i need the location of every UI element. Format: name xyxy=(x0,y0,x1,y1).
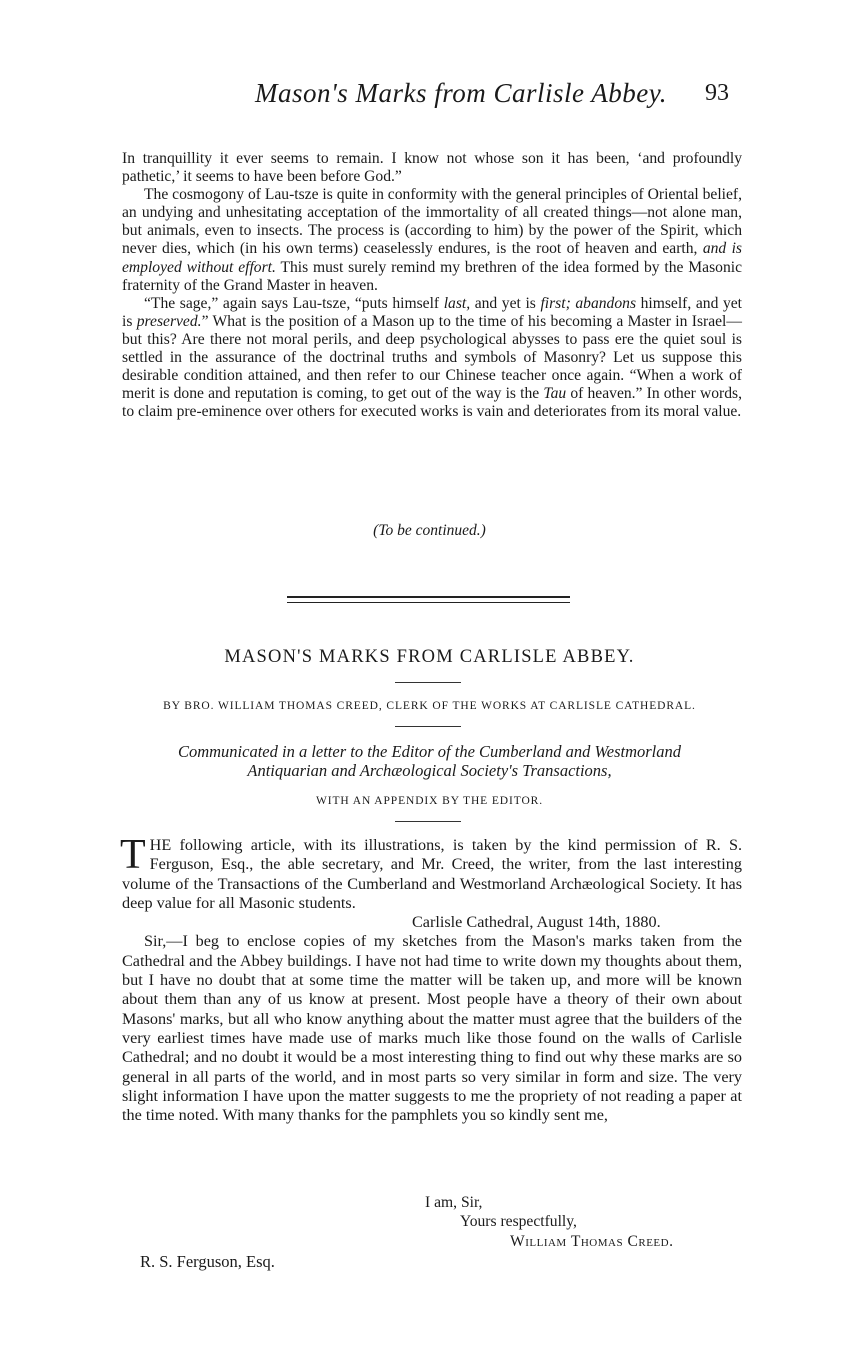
article-title: MASON'S MARKS FROM CARLISLE ABBEY. xyxy=(224,647,635,667)
communicated-note: Communicated in a letter to the Editor of the Cumberland and Westmorland Antiquarian and Archæological Society's Transactions, xyxy=(177,742,682,780)
short-rule xyxy=(395,682,461,683)
section-divider-thick xyxy=(287,596,570,598)
signature: William Thomas Creed. xyxy=(510,1233,674,1250)
closing-line: Yours respectfully, xyxy=(460,1213,577,1230)
addressee: R. S. Ferguson, Esq. xyxy=(140,1252,275,1271)
paragraph: The cosmogony of Lau-tsze is quite in conformity with the general principles of Oriental belief, an undying and unhesitating acceptation of the immortality of all created things—not alone man, but animals, even to insects. The process is (according to him) by the power of the Spirit, which never dies, which (in his own terms) ceaselessly endures, is the root of heaven and earth, and is employed without effort. This must surely remind my brethren of the idea formed by the Masonic fraternity of the Grand Master in heaven. xyxy=(122,186,743,294)
letter-body: Sir,—I beg to enclose copies of my sketches from the Mason's marks taken from the Cathedral and the Abbey buildings. I have not had time to write down my thoughts about them, but I have no doubt that at some time the matter will be taken up, and more will be known about them than any of us know at present. Most people have a theory of their own about Masons' marks, but all who know anything about the matter must agree that the builders of the very earliest times have made use of marks much like those found on the walls of Carlisle Cathedral; and no doubt it would be a most interesting thing to find out why these marks are so general in all parts of the world, and in most parts so very similar in form and size. The very slight information I have upon the matter suggests to me the propriety of not reading a paper at the time noted. With many thanks for the pamphlets you so kindly sent me, xyxy=(122,932,742,1125)
article-text xyxy=(120,832,742,1125)
appendix-note: WITH AN APPENDIX BY THE EDITOR. xyxy=(315,795,544,807)
paragraph: In tranquillity it ever seems to remain. I know not whose son it has been, ‘and profoundly pathetic,’ it seems to have been before God.” xyxy=(122,150,742,186)
article-byline: BY BRO. WILLIAM THOMAS CREED, CLERK OF THE WORKS AT CARLISLE CATHEDRAL. xyxy=(163,700,696,712)
drop-cap: T xyxy=(120,832,146,878)
running-head xyxy=(0,78,859,118)
running-head-title: Mason's Marks from Carlisle Abbey. xyxy=(255,78,668,108)
section-divider-thin xyxy=(287,602,570,603)
page-number: 93 xyxy=(705,80,729,106)
to-be-continued: (To be continued.) xyxy=(373,522,486,539)
short-rule xyxy=(395,821,461,822)
intro-paragraph: THE following article, with its illustrations, is taken by the kind permission of R. S. Ferguson, Esq., the able secretary, and Mr. Creed, the writer, from the last interesting volume of the Transactions of the Cumberland and Westmorland Archæological Society. It has deep value for all Masonic students. xyxy=(120,832,742,912)
letter-date: Carlisle Cathedral, August 14th, 1880. xyxy=(412,913,661,932)
closing-line: I am, Sir, xyxy=(425,1194,483,1211)
short-rule xyxy=(395,726,461,727)
previous-article-text xyxy=(122,150,742,421)
paragraph: “The sage,” again says Lau-tsze, “puts himself last, and yet is first; abandons himself, and yet is preserved.” What is the position of a Mason up to the time of his becoming a Master in Israel—but this? Are there not moral perils, and deep psychological abysses to pass ere the quiet soul is settled in the assurance of the doctrinal truths and symbols of Masonry? Let us suppose this desirable condition attained, and then refer to our Chinese teacher once again. “When a work of merit is done and reputation is coming, to get out of the way is the Tau of heaven.” In other words, to claim pre-eminence over others for executed works is vain and deteriorates from its moral value. xyxy=(122,294,743,421)
